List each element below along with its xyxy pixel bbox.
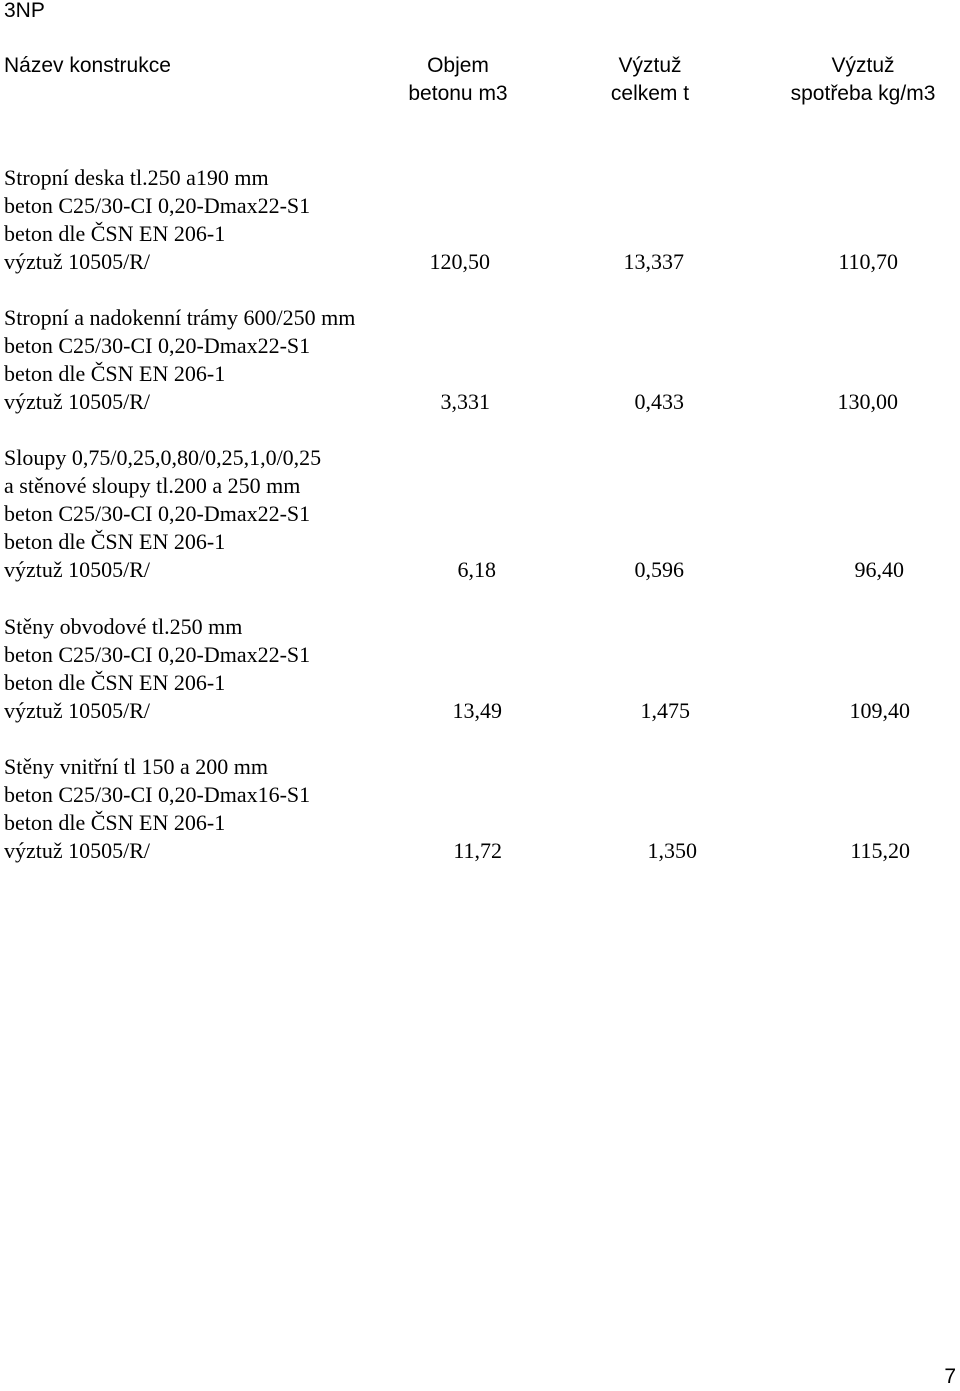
row-line: beton C25/30-CI 0,20-Dmax22-S1 bbox=[4, 333, 311, 358]
row-line: výztuž 10505/R/ bbox=[4, 838, 151, 863]
row-line: výztuž 10505/R/ bbox=[4, 698, 151, 723]
row-rebar-rate: 96,40 bbox=[854, 557, 904, 582]
header-volume bbox=[398, 52, 518, 108]
header-rebar-total-line2: celkem t bbox=[610, 82, 690, 105]
header-rebar-rate bbox=[778, 52, 948, 108]
row-line: a stěnové sloupy tl.200 a 250 mm bbox=[4, 473, 301, 498]
table-row bbox=[4, 613, 310, 725]
row-rebar-rate: 110,70 bbox=[838, 249, 898, 274]
row-line: beton dle ČSN EN 206-1 bbox=[4, 810, 226, 835]
row-rebar-total: 1,475 bbox=[640, 698, 690, 723]
row-line: výztuž 10505/R/ bbox=[4, 249, 151, 274]
row-rebar-rate: 115,20 bbox=[850, 838, 910, 863]
row-rebar-total: 13,337 bbox=[623, 249, 684, 274]
table-row bbox=[4, 164, 310, 276]
row-line: Sloupy 0,75/0,25,0,80/0,25,1,0/0,25 bbox=[4, 445, 322, 470]
page-number: 7 bbox=[944, 1365, 956, 1388]
row-line: beton dle ČSN EN 206-1 bbox=[4, 670, 226, 695]
row-line: beton C25/30-CI 0,20-Dmax22-S1 bbox=[4, 642, 311, 667]
row-volume: 120,50 bbox=[429, 249, 490, 274]
row-line: výztuž 10505/R/ bbox=[4, 557, 151, 582]
header-rebar-rate-line1: Výztuž bbox=[831, 54, 895, 77]
row-line: beton C25/30-CI 0,20-Dmax22-S1 bbox=[4, 193, 311, 218]
table-row bbox=[4, 304, 355, 416]
row-rebar-total: 0,433 bbox=[634, 389, 684, 414]
row-volume: 13,49 bbox=[452, 698, 502, 723]
floor-label: 3NP bbox=[4, 0, 45, 22]
row-line: výztuž 10505/R/ bbox=[4, 389, 151, 414]
row-line: beton dle ČSN EN 206-1 bbox=[4, 221, 226, 246]
row-line: beton C25/30-CI 0,20-Dmax22-S1 bbox=[4, 501, 311, 526]
row-rebar-rate: 109,40 bbox=[849, 698, 910, 723]
row-line: Stěny vnitřní tl 150 a 200 mm bbox=[4, 754, 268, 779]
header-name: Název konstrukce bbox=[4, 54, 171, 77]
header-rebar-total bbox=[590, 52, 710, 108]
row-volume: 3,331 bbox=[440, 389, 490, 414]
row-volume: 6,18 bbox=[457, 557, 496, 582]
row-line: Stěny obvodové tl.250 mm bbox=[4, 614, 243, 639]
row-line: beton dle ČSN EN 206-1 bbox=[4, 361, 226, 386]
row-rebar-rate: 130,00 bbox=[837, 389, 898, 414]
row-line: Stropní deska tl.250 a190 mm bbox=[4, 165, 269, 190]
table-row bbox=[4, 753, 310, 865]
header-volume-line1: Objem bbox=[427, 54, 489, 77]
row-volume: 11,72 bbox=[453, 838, 502, 863]
row-line: Stropní a nadokenní trámy 600/250 mm bbox=[4, 305, 356, 330]
row-rebar-total: 1,350 bbox=[647, 838, 697, 863]
row-line: beton dle ČSN EN 206-1 bbox=[4, 529, 226, 554]
header-volume-line2: betonu m3 bbox=[408, 82, 508, 105]
header-rebar-rate-line2: spotřeba kg/m3 bbox=[790, 82, 936, 105]
row-rebar-total: 0,596 bbox=[634, 557, 684, 582]
table-row bbox=[4, 444, 321, 584]
row-line: beton C25/30-CI 0,20-Dmax16-S1 bbox=[4, 782, 311, 807]
header-rebar-total-line1: Výztuž bbox=[618, 54, 682, 77]
